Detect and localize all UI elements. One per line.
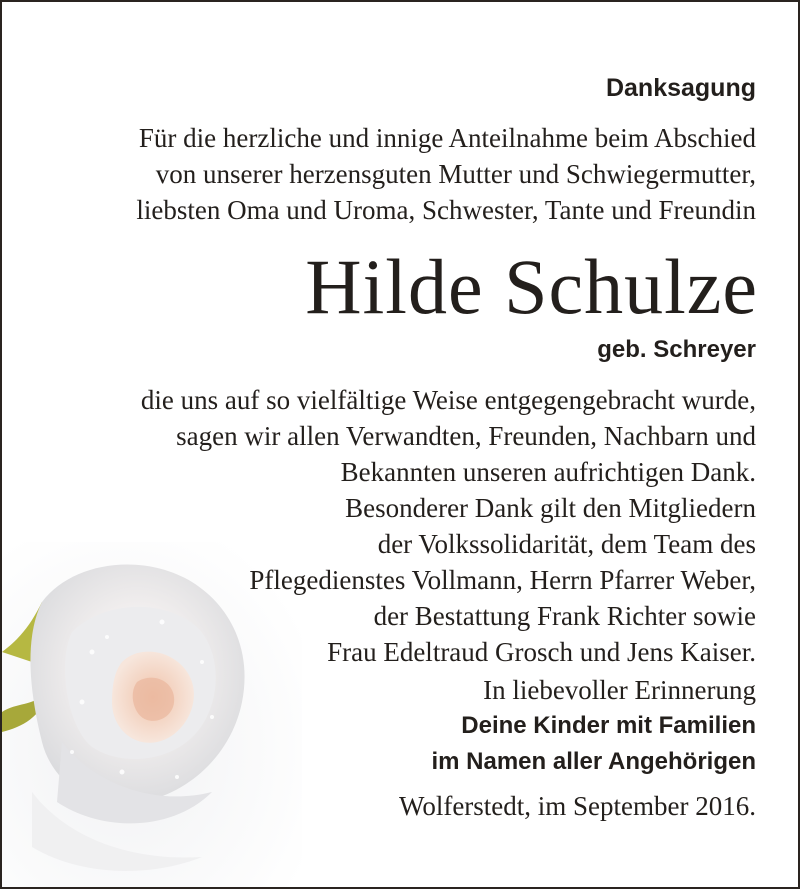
thanks-line: der Volkssolidarität, dem Team des bbox=[377, 529, 756, 559]
thanks-line: der Bestattung Frank Richter sowie bbox=[373, 601, 756, 631]
thanks-line: Bekannten unseren aufrichtigen Dank. bbox=[340, 457, 756, 487]
thanks-line: Frau Edeltraud Grosch und Jens Kaiser. bbox=[327, 637, 756, 667]
thanks-line: sagen wir allen Verwandten, Freunden, Nachbarn und bbox=[176, 421, 756, 451]
heading-danksagung: Danksagung bbox=[605, 74, 756, 102]
deceased-name: Hilde Schulze bbox=[305, 243, 758, 330]
thanks-line: die uns auf so vielfältige Weise entgegengebracht wurde, bbox=[140, 385, 756, 415]
closing-signature bbox=[431, 672, 756, 780]
thanks-text bbox=[141, 382, 756, 670]
thanks-line: Pflegedienstes Vollmann, Herrn Pfarrer Weber, bbox=[249, 565, 756, 595]
place-date: Wolferstedt, im September 2016. bbox=[399, 791, 756, 821]
maiden-name: geb. Schreyer bbox=[597, 336, 756, 363]
intro-line: liebsten Oma und Uroma, Schwester, Tante und Freundin bbox=[136, 195, 756, 225]
intro-line: Für die herzliche und innige Anteilnahme beim Abschied bbox=[138, 123, 756, 153]
closing-line-children: Deine Kinder mit Familien bbox=[461, 712, 756, 739]
intro-text bbox=[136, 120, 756, 228]
intro-line: von unserer herzensguten Mutter und Schwiegermutter, bbox=[155, 159, 756, 189]
thanks-line: Besonderer Dank gilt den Mitgliedern bbox=[345, 493, 756, 523]
closing-line-relatives: im Namen aller Angehörigen bbox=[431, 748, 756, 775]
closing-line-memory: In liebevoller Erinnerung bbox=[483, 675, 756, 705]
